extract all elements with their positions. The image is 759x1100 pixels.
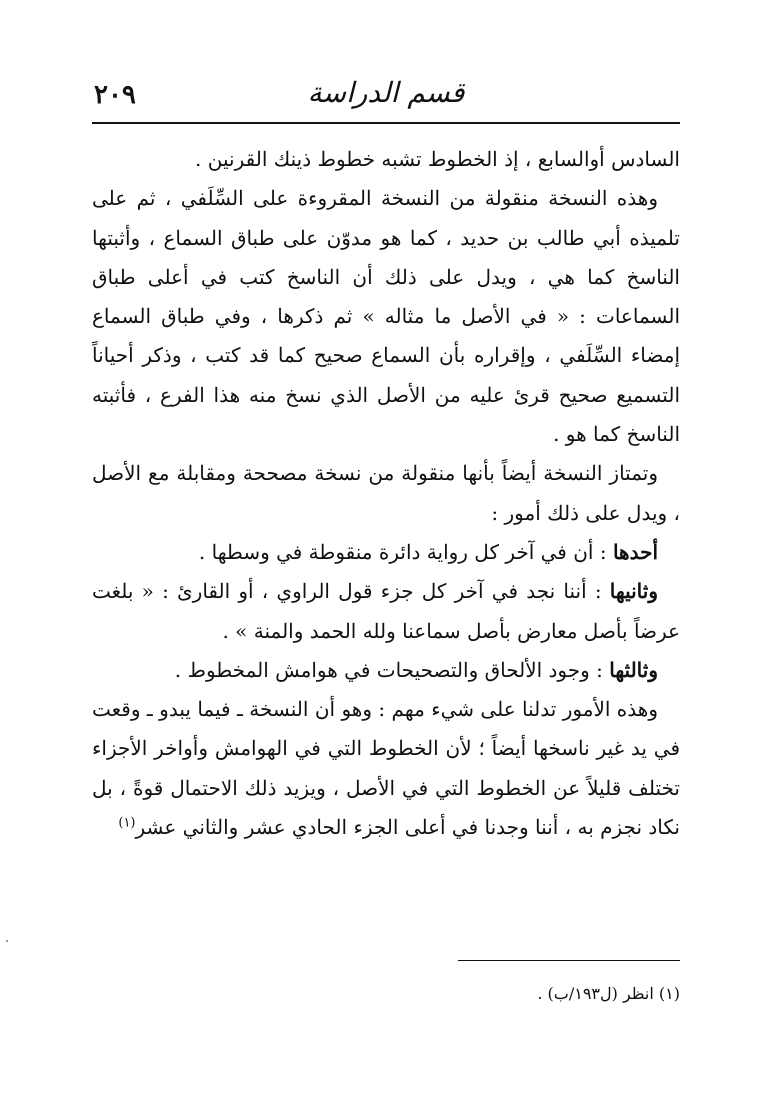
paragraph: وتمتاز النسخة أيضاً بأنها منقولة من نسخة مصححة ومقابلة مع الأصل ، ويدل على ذلك أمور : xyxy=(92,461,680,525)
section-title: قسم الدراسة xyxy=(307,76,465,109)
item-label: أحدها xyxy=(612,539,658,564)
paragraph: السادس أوالسابع ، إذ الخطوط تشبه خطوط ذينك القرنين . xyxy=(195,147,680,171)
list-item xyxy=(92,572,680,651)
paragraph: وهذه النسخة منقولة من النسخة المقروءة على السِّلَفي ، ثم على تلميذه أبي طالب بن حديد ، كما هو مدوّن على طباق السماع ، وأثبتها الناسخ كما هي ، ويدل على ذلك أن الناسخ كتب في أعلى طباق السماعات : « في الأصل ما مثاله » ثم ذكرها ، وفي طباق السماع إمضاء السِّلَفي ، وإقراره بأن السماع صحيح كما قد كتب ، وذكر أحياناً التسميع صحيح قرئ عليه من الأصل الذي نسخ منه هذا الفرع ، فأثبته الناسخ كما هو . xyxy=(92,186,680,447)
footnote: (١) انظر (ل١٩٣/ب) . xyxy=(537,984,680,1003)
list-item xyxy=(92,651,680,690)
closing-paragraph xyxy=(92,690,680,847)
item-label: وثانيها xyxy=(609,579,658,604)
header-rule xyxy=(92,122,680,124)
page-header xyxy=(92,70,680,122)
item-text: : وجود الألحاق والتصحيحات في هوامش المخطوط . xyxy=(174,657,610,682)
body-text xyxy=(92,140,680,847)
item-label: وثالثها xyxy=(609,657,658,682)
list-item xyxy=(92,533,680,572)
page-number: ٢٠٩ xyxy=(94,80,136,110)
footnote-marker[interactable]: (١) xyxy=(118,815,136,831)
footnote-rule xyxy=(458,960,680,961)
item-text: : أن في آخر كل رواية دائرة منقوطة في وسطها . xyxy=(198,539,613,564)
closing-text: وهذه الأمور تدلنا على شيء مهم : وهو أن النسخة ـ فيما يبدو ـ وقعت في يد غير ناسخها أيضاً ؛ لأن الخطوط التي في الهوامش وأواخر الأجزاء تختلف قليلاً عن الخطوط التي في الأصل ، ويزيد ذلك الاحتمال قوةً ، بل نكاد نجزم به ، أننا وجدنا في أعلى الجزء الحادي عشر والثاني عشر xyxy=(92,697,680,840)
margin-dot xyxy=(6,940,8,942)
item-text: : أننا نجد في آخر كل جزء قول الراوي ، أو القارئ : « بلغت عرضاً بأصل معارض بأصل سماعنا ولله الحمد والمنة » . xyxy=(92,579,680,643)
